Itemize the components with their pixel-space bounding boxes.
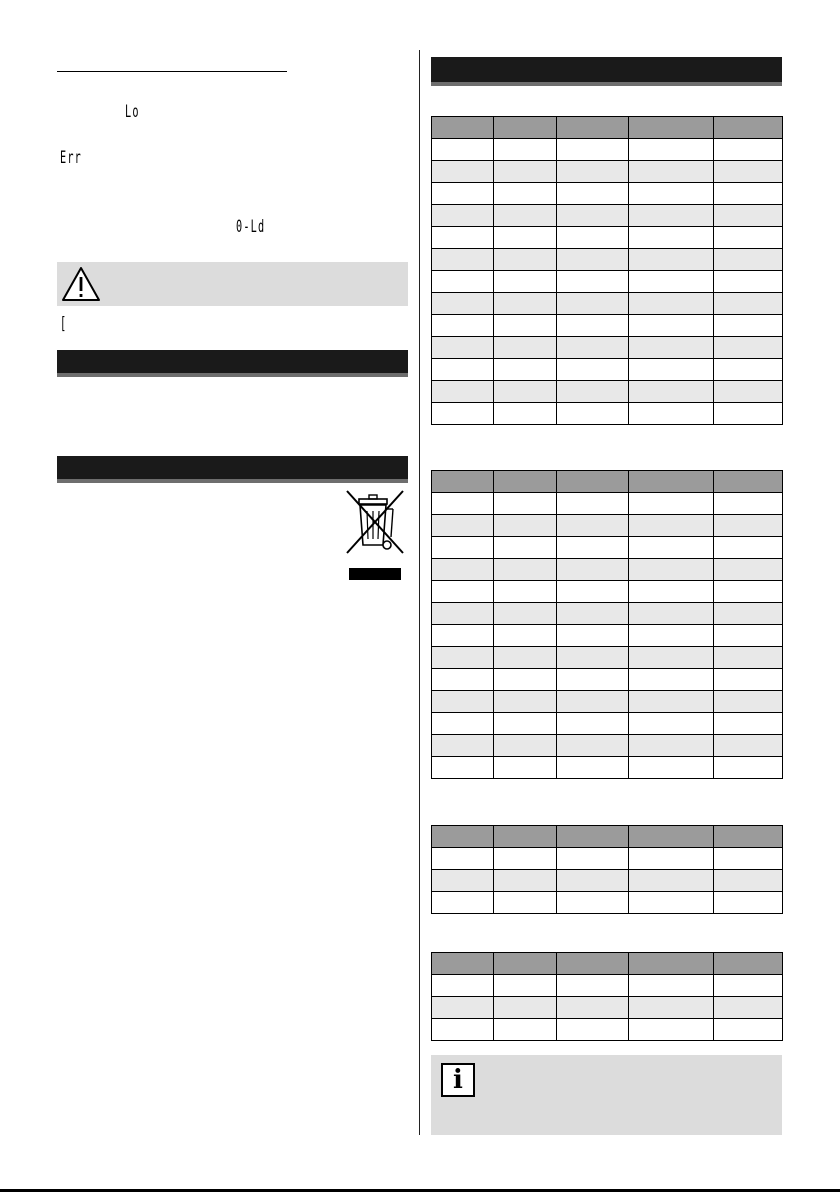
table-cell (714, 271, 783, 293)
table-cell (494, 953, 557, 975)
table-cell (432, 515, 494, 537)
table-cell (432, 293, 494, 315)
table-cell (557, 848, 629, 870)
table-row (432, 403, 783, 425)
table-cell (557, 691, 629, 713)
table-cell (629, 625, 714, 647)
table-cell (714, 975, 783, 997)
table-cell (557, 647, 629, 669)
table-row (432, 315, 783, 337)
table-cell (557, 315, 629, 337)
table-cell (714, 559, 783, 581)
table-row (432, 713, 783, 735)
table-cell (629, 381, 714, 403)
table-cell (557, 403, 629, 425)
table-cell (629, 227, 714, 249)
table-cell (432, 581, 494, 603)
table-cell (714, 515, 783, 537)
table-cell (494, 647, 557, 669)
table-cell (557, 603, 629, 625)
table-cell (557, 139, 629, 161)
table-cell (557, 870, 629, 892)
table-cell (494, 403, 557, 425)
table-cell (629, 581, 714, 603)
table-cell (432, 975, 494, 997)
table-row (432, 183, 783, 205)
table-cell (714, 161, 783, 183)
table-cell (494, 183, 557, 205)
table-cell (432, 559, 494, 581)
table-cell (432, 603, 494, 625)
table-cell (432, 892, 494, 914)
table-cell (432, 161, 494, 183)
table-cell (714, 826, 783, 848)
table-cell (629, 848, 714, 870)
table-cell (714, 205, 783, 227)
table-cell (557, 117, 629, 139)
table-cell (494, 713, 557, 735)
table-header-row (432, 826, 783, 848)
table-row (432, 515, 783, 537)
table-cell (714, 735, 783, 757)
table-cell (432, 315, 494, 337)
table-row (432, 1019, 783, 1041)
table-cell (494, 870, 557, 892)
table-cell (629, 117, 714, 139)
table-cell (557, 537, 629, 559)
table-cell (714, 647, 783, 669)
table-cell (494, 381, 557, 403)
table-cell (557, 337, 629, 359)
table-cell (714, 892, 783, 914)
table-row (432, 381, 783, 403)
table-cell (714, 117, 783, 139)
table-cell (629, 870, 714, 892)
table-row (432, 603, 783, 625)
table-cell (432, 757, 494, 779)
table-cell (494, 471, 557, 493)
table-cell (629, 1019, 714, 1041)
table-cell (494, 757, 557, 779)
table-cell (494, 559, 557, 581)
table-cell (629, 892, 714, 914)
table-cell (494, 249, 557, 271)
table-cell (629, 139, 714, 161)
table-cell (432, 359, 494, 381)
crossed-out-wheelie-bin-icon (343, 487, 407, 583)
info-icon: i (441, 1063, 475, 1097)
table-row (432, 647, 783, 669)
table-cell (557, 713, 629, 735)
table-cell (714, 997, 783, 1019)
lcd-code-err: Err (60, 148, 83, 168)
table-cell (557, 669, 629, 691)
top-rule (57, 71, 287, 72)
table-row (432, 139, 783, 161)
table-cell (557, 271, 629, 293)
table-cell (629, 713, 714, 735)
table-cell (629, 515, 714, 537)
table-cell (432, 848, 494, 870)
table-row (432, 161, 783, 183)
table-cell (494, 669, 557, 691)
table-cell (629, 691, 714, 713)
table-cell (629, 403, 714, 425)
table-cell (494, 337, 557, 359)
table-row (432, 537, 783, 559)
column-divider (419, 50, 420, 1135)
table-cell (557, 205, 629, 227)
table-cell (494, 892, 557, 914)
data-table-3 (431, 825, 783, 914)
table-cell (494, 625, 557, 647)
table-cell (432, 205, 494, 227)
warning-triangle-icon (61, 266, 101, 302)
table-row (432, 892, 783, 914)
table-cell (432, 139, 494, 161)
table-cell (629, 315, 714, 337)
info-note-box (431, 1055, 782, 1135)
table-cell (494, 1019, 557, 1041)
table-row (432, 559, 783, 581)
lcd-code-lo: Lo (125, 102, 140, 122)
table-cell (494, 315, 557, 337)
table-cell (557, 892, 629, 914)
table-row (432, 669, 783, 691)
table-cell (557, 359, 629, 381)
table-row (432, 271, 783, 293)
table-row (432, 337, 783, 359)
table-cell (629, 559, 714, 581)
table-cell (714, 603, 783, 625)
lcd-code-c: [ (60, 314, 68, 334)
table-cell (714, 381, 783, 403)
table-cell (494, 735, 557, 757)
table-row (432, 293, 783, 315)
table-cell (714, 249, 783, 271)
table-row (432, 205, 783, 227)
table-cell (432, 691, 494, 713)
table-cell (557, 953, 629, 975)
table-cell (432, 471, 494, 493)
table-cell (494, 848, 557, 870)
table-cell (494, 359, 557, 381)
table-cell (494, 826, 557, 848)
table-cell (629, 537, 714, 559)
table-header-row (432, 471, 783, 493)
table-cell (629, 183, 714, 205)
table-cell (629, 271, 714, 293)
table-cell (494, 515, 557, 537)
table-cell (714, 183, 783, 205)
table-cell (557, 471, 629, 493)
table-cell (714, 315, 783, 337)
table-cell (629, 493, 714, 515)
table-row (432, 848, 783, 870)
table-cell (714, 537, 783, 559)
table-cell (714, 870, 783, 892)
table-cell (494, 293, 557, 315)
table-cell (714, 625, 783, 647)
data-table-2 (431, 470, 783, 779)
table-cell (432, 826, 494, 848)
table-cell (557, 515, 629, 537)
warning-box (57, 262, 408, 306)
table-cell (557, 381, 629, 403)
table-cell (432, 249, 494, 271)
table-cell (714, 669, 783, 691)
table-cell (629, 359, 714, 381)
table-cell (432, 183, 494, 205)
table-cell (714, 953, 783, 975)
table-cell (714, 227, 783, 249)
table-cell (432, 669, 494, 691)
table-cell (432, 870, 494, 892)
table-row (432, 735, 783, 757)
table-header-row (432, 953, 783, 975)
table-cell (629, 826, 714, 848)
table-cell (494, 205, 557, 227)
table-cell (432, 647, 494, 669)
table-cell (629, 249, 714, 271)
table-cell (494, 581, 557, 603)
table-cell (557, 735, 629, 757)
table-cell (494, 493, 557, 515)
table-cell (494, 227, 557, 249)
table-cell (432, 271, 494, 293)
table-cell (629, 735, 714, 757)
table-cell (494, 161, 557, 183)
table-row (432, 227, 783, 249)
table-cell (557, 997, 629, 1019)
table-header-row (432, 117, 783, 139)
table-cell (714, 691, 783, 713)
table-cell (432, 493, 494, 515)
table-cell (629, 953, 714, 975)
table-cell (432, 1019, 494, 1041)
table-cell (432, 537, 494, 559)
table-cell (557, 183, 629, 205)
data-table-1 (431, 116, 783, 425)
table-cell (557, 826, 629, 848)
table-cell (629, 757, 714, 779)
table-cell (714, 293, 783, 315)
table-cell (432, 403, 494, 425)
table-cell (432, 735, 494, 757)
table-cell (714, 359, 783, 381)
table-cell (494, 139, 557, 161)
table-cell (714, 403, 783, 425)
table-cell (494, 691, 557, 713)
table-row (432, 493, 783, 515)
table-cell (714, 139, 783, 161)
table-cell (629, 471, 714, 493)
table-cell (494, 997, 557, 1019)
table-row (432, 870, 783, 892)
table-cell (494, 603, 557, 625)
table-cell (629, 337, 714, 359)
table-cell (714, 337, 783, 359)
table-cell (432, 381, 494, 403)
table-cell (432, 713, 494, 735)
table-cell (557, 975, 629, 997)
table-row (432, 249, 783, 271)
section-bar-left-2 (57, 456, 408, 483)
table-cell (494, 271, 557, 293)
table-cell (494, 537, 557, 559)
table-cell (714, 1019, 783, 1041)
table-cell (557, 227, 629, 249)
table-cell (557, 1019, 629, 1041)
table-cell (714, 581, 783, 603)
table-cell (629, 997, 714, 1019)
table-cell (557, 293, 629, 315)
table-cell (714, 493, 783, 515)
table-cell (629, 975, 714, 997)
data-table-4 (431, 952, 783, 1041)
section-bar-right (431, 57, 782, 86)
table-cell (557, 581, 629, 603)
table-row (432, 997, 783, 1019)
table-cell (714, 471, 783, 493)
table-cell (557, 625, 629, 647)
table-cell (432, 997, 494, 1019)
table-row (432, 359, 783, 381)
table-cell (432, 953, 494, 975)
table-row (432, 757, 783, 779)
table-cell (714, 848, 783, 870)
lcd-code-overload: 0-Ld (236, 217, 266, 237)
table-cell (494, 975, 557, 997)
section-bar-left-1 (57, 350, 408, 377)
table-cell (629, 603, 714, 625)
table-cell (432, 227, 494, 249)
table-cell (629, 293, 714, 315)
table-cell (494, 117, 557, 139)
table-row (432, 625, 783, 647)
table-cell (629, 205, 714, 227)
table-cell (629, 161, 714, 183)
table-cell (714, 757, 783, 779)
table-cell (432, 625, 494, 647)
table-cell (432, 337, 494, 359)
table-cell (557, 493, 629, 515)
table-cell (557, 559, 629, 581)
table-cell (432, 117, 494, 139)
table-cell (629, 647, 714, 669)
table-cell (629, 669, 714, 691)
table-row (432, 975, 783, 997)
table-cell (714, 713, 783, 735)
table-cell (557, 757, 629, 779)
table-cell (557, 249, 629, 271)
table-cell (557, 161, 629, 183)
table-row (432, 691, 783, 713)
table-row (432, 581, 783, 603)
